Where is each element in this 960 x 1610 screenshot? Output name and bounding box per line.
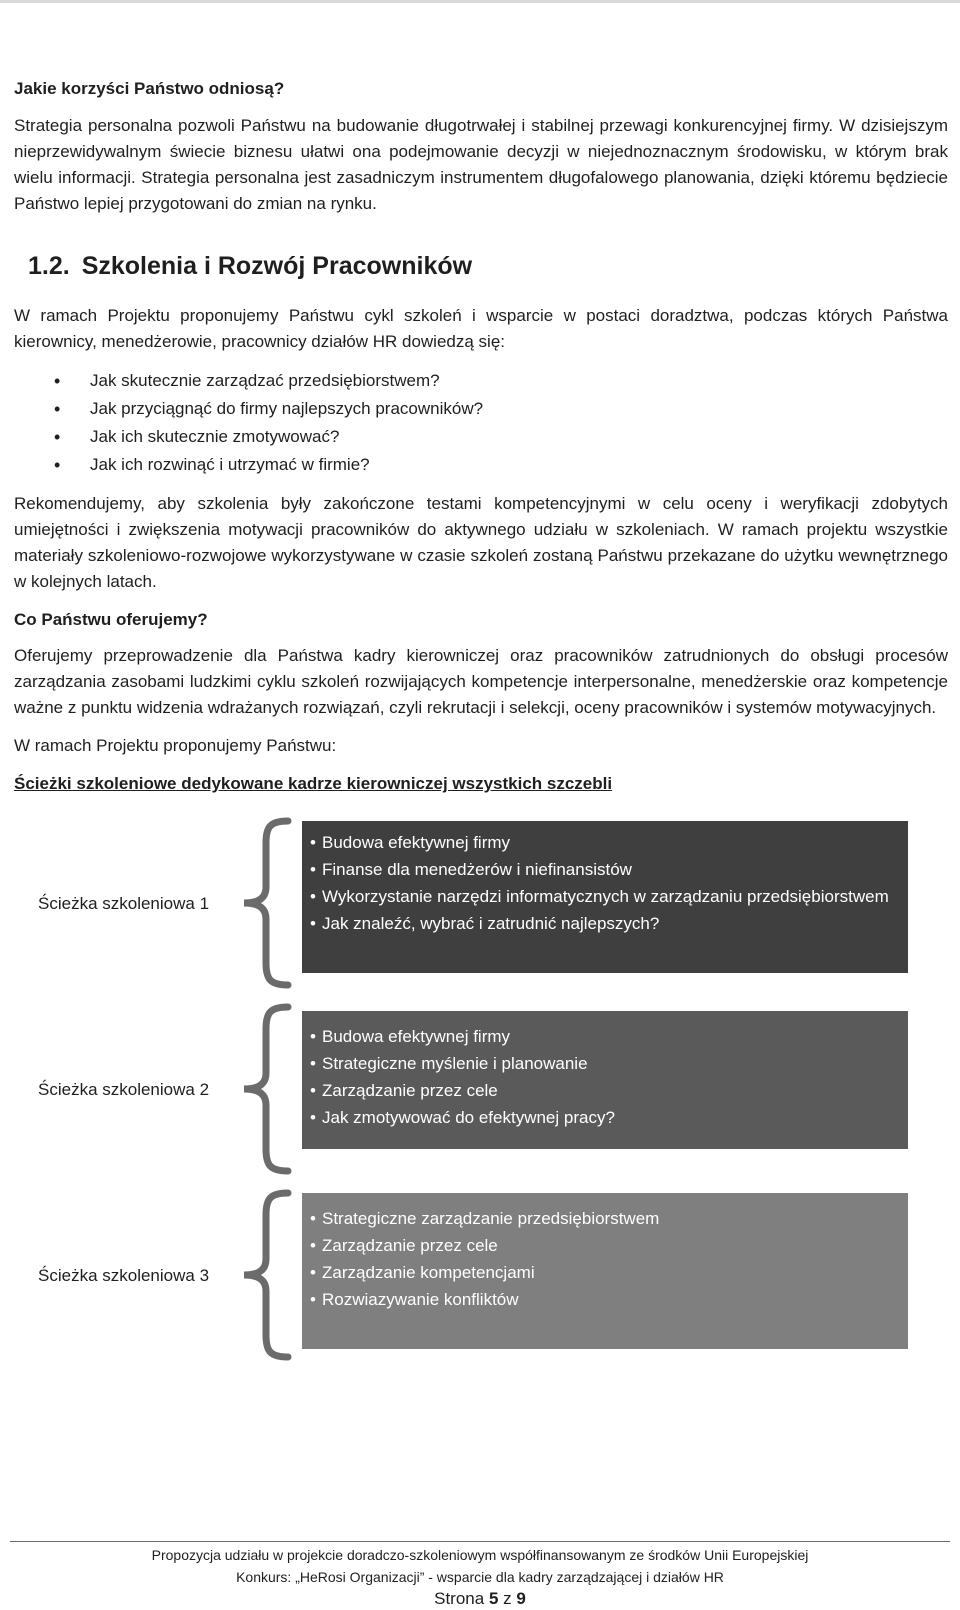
page-total: 9 [516, 1589, 526, 1608]
path-item: • Zarządzanie kompetencjami [310, 1261, 908, 1285]
section-title [28, 251, 948, 281]
page-footer [10, 1541, 950, 1610]
paths-heading: Ścieżki szkoleniowe dedykowane kadrze kierowniczej wszystkich szczebli [14, 774, 613, 793]
path-box [302, 1193, 908, 1349]
path-label: Ścieżka szkoleniowa 3 [38, 1266, 210, 1285]
benefits-paragraph: Strategia personalna pozwoli Państwu na budowanie długotrwałej i stabilnej przewagi konkurencyjnej firmy. W dzisiejszym nieprzewidywalnym świecie biznesu ułatwi ona podejmowanie decyzji w niejednoznacznym środowisku, w którym brak wielu informacji. Strategia personalna jest zasadniczym instrumentem długofalowego planowania, dzięki któremu będziecie Państwo lepiej przygotowani do zmian na rynku. [14, 116, 948, 213]
path-box [302, 821, 908, 973]
recommendation-paragraph: Rekomendujemy, aby szkolenia były zakończone testami kompetencyjnymi w celu oceny i weryfikacji zdobytych umiejętności i zwiększenia motywacji pracowników do aktywnego udziału w szkoleniach. W ramach projektu wszystkie materiały szkoleniowo-rozwojowe wykorzystywane w czasie szkoleń zostaną Państwu przekazane do użytku wewnętrznego w kolejnych latach. [14, 494, 948, 591]
top-border [0, 0, 960, 3]
benefits-heading: Jakie korzyści Państwo odniosą? [14, 79, 285, 98]
section-title-text: Szkolenia i Rozwój Pracowników [81, 252, 473, 280]
list-item: • Jak ich skutecznie zmotywować? [14, 423, 948, 451]
path-item: • Strategiczne zarządzanie przedsiębiorstwem [310, 1207, 908, 1231]
page-separator: z [503, 1589, 512, 1608]
path-item: • Finanse dla menedżerów i niefinansistów [310, 858, 908, 882]
path-label: Ścieżka szkoleniowa 2 [38, 1080, 210, 1099]
questions-list [14, 367, 948, 479]
list-item: • Jak ich rozwinąć i utrzymać w firmie? [14, 451, 948, 479]
path-label: Ścieżka szkoleniowa 1 [38, 894, 210, 913]
page-current: 5 [488, 1589, 499, 1608]
offer-lead: W ramach Projektu proponujemy Państwu: [14, 736, 337, 755]
path-item: • Zarządzanie przez cele [310, 1234, 908, 1258]
path-item: • Budowa efektywnej firmy [310, 831, 908, 855]
page-prefix: Strona [434, 1589, 485, 1608]
curly-brace-icon [236, 1189, 296, 1361]
section-number: 1.2. [28, 252, 70, 280]
training-path-1 [14, 817, 948, 989]
curly-brace-icon [236, 817, 296, 989]
curly-brace-icon [236, 1003, 296, 1175]
path-box [302, 1011, 908, 1149]
section-intro: W ramach Projektu proponujemy Państwu cykl szkoleń i wsparcie w postaci doradztwa, podczas których Państwa kierownicy, menedżerowie, pracownicy działów HR dowiedzą się: [14, 306, 948, 351]
offer-heading: Co Państwu oferujemy? [14, 610, 208, 629]
path-item: • Wykorzystanie narzędzi informatycznych w zarządzaniu przedsiębiorstwem [310, 885, 908, 909]
path-item: • Jak znaleźć, wybrać i zatrudnić najlepszych? [310, 912, 908, 936]
path-item: • Strategiczne myślenie i planowanie [310, 1052, 908, 1076]
path-item: • Zarządzanie przez cele [310, 1079, 908, 1103]
footer-line-1: Propozycja udziału w projekcie doradczo-szkoleniowym współfinansowanym ze środków Unii Europejskiej [151, 1547, 809, 1563]
offer-paragraph: Oferujemy przeprowadzenie dla Państwa kadry kierowniczej oraz pracowników zatrudnionych do obsługi procesów zarządzania zasobami ludzkimi cyklu szkoleń rozwijających kompetencje interpersonalne, menedżerskie oraz kompetencje ważne z punktu widzenia wdrażanych rozwiązań, czyli rekrutacji i selekcji, oceny pracowników i systemów motywacyjnych. [14, 646, 948, 717]
path-item: • Budowa efektywnej firmy [310, 1025, 908, 1049]
footer-line-2: Konkurs: „HeRosi Organizacji” - wsparcie dla kadry zarządzającej i działów HR [236, 1569, 724, 1585]
path-item: • Jak zmotywować do efektywnej pracy? [310, 1106, 908, 1130]
training-path-3 [14, 1189, 948, 1361]
list-item: • Jak skutecznie zarządzać przedsiębiorstwem? [14, 367, 948, 395]
page-number [10, 1588, 950, 1610]
path-item: • Rozwiazywanie konfliktów [310, 1288, 908, 1312]
training-path-2 [14, 1003, 948, 1175]
document-page [14, 76, 948, 1361]
list-item: • Jak przyciągnąć do firmy najlepszych pracowników? [14, 395, 948, 423]
